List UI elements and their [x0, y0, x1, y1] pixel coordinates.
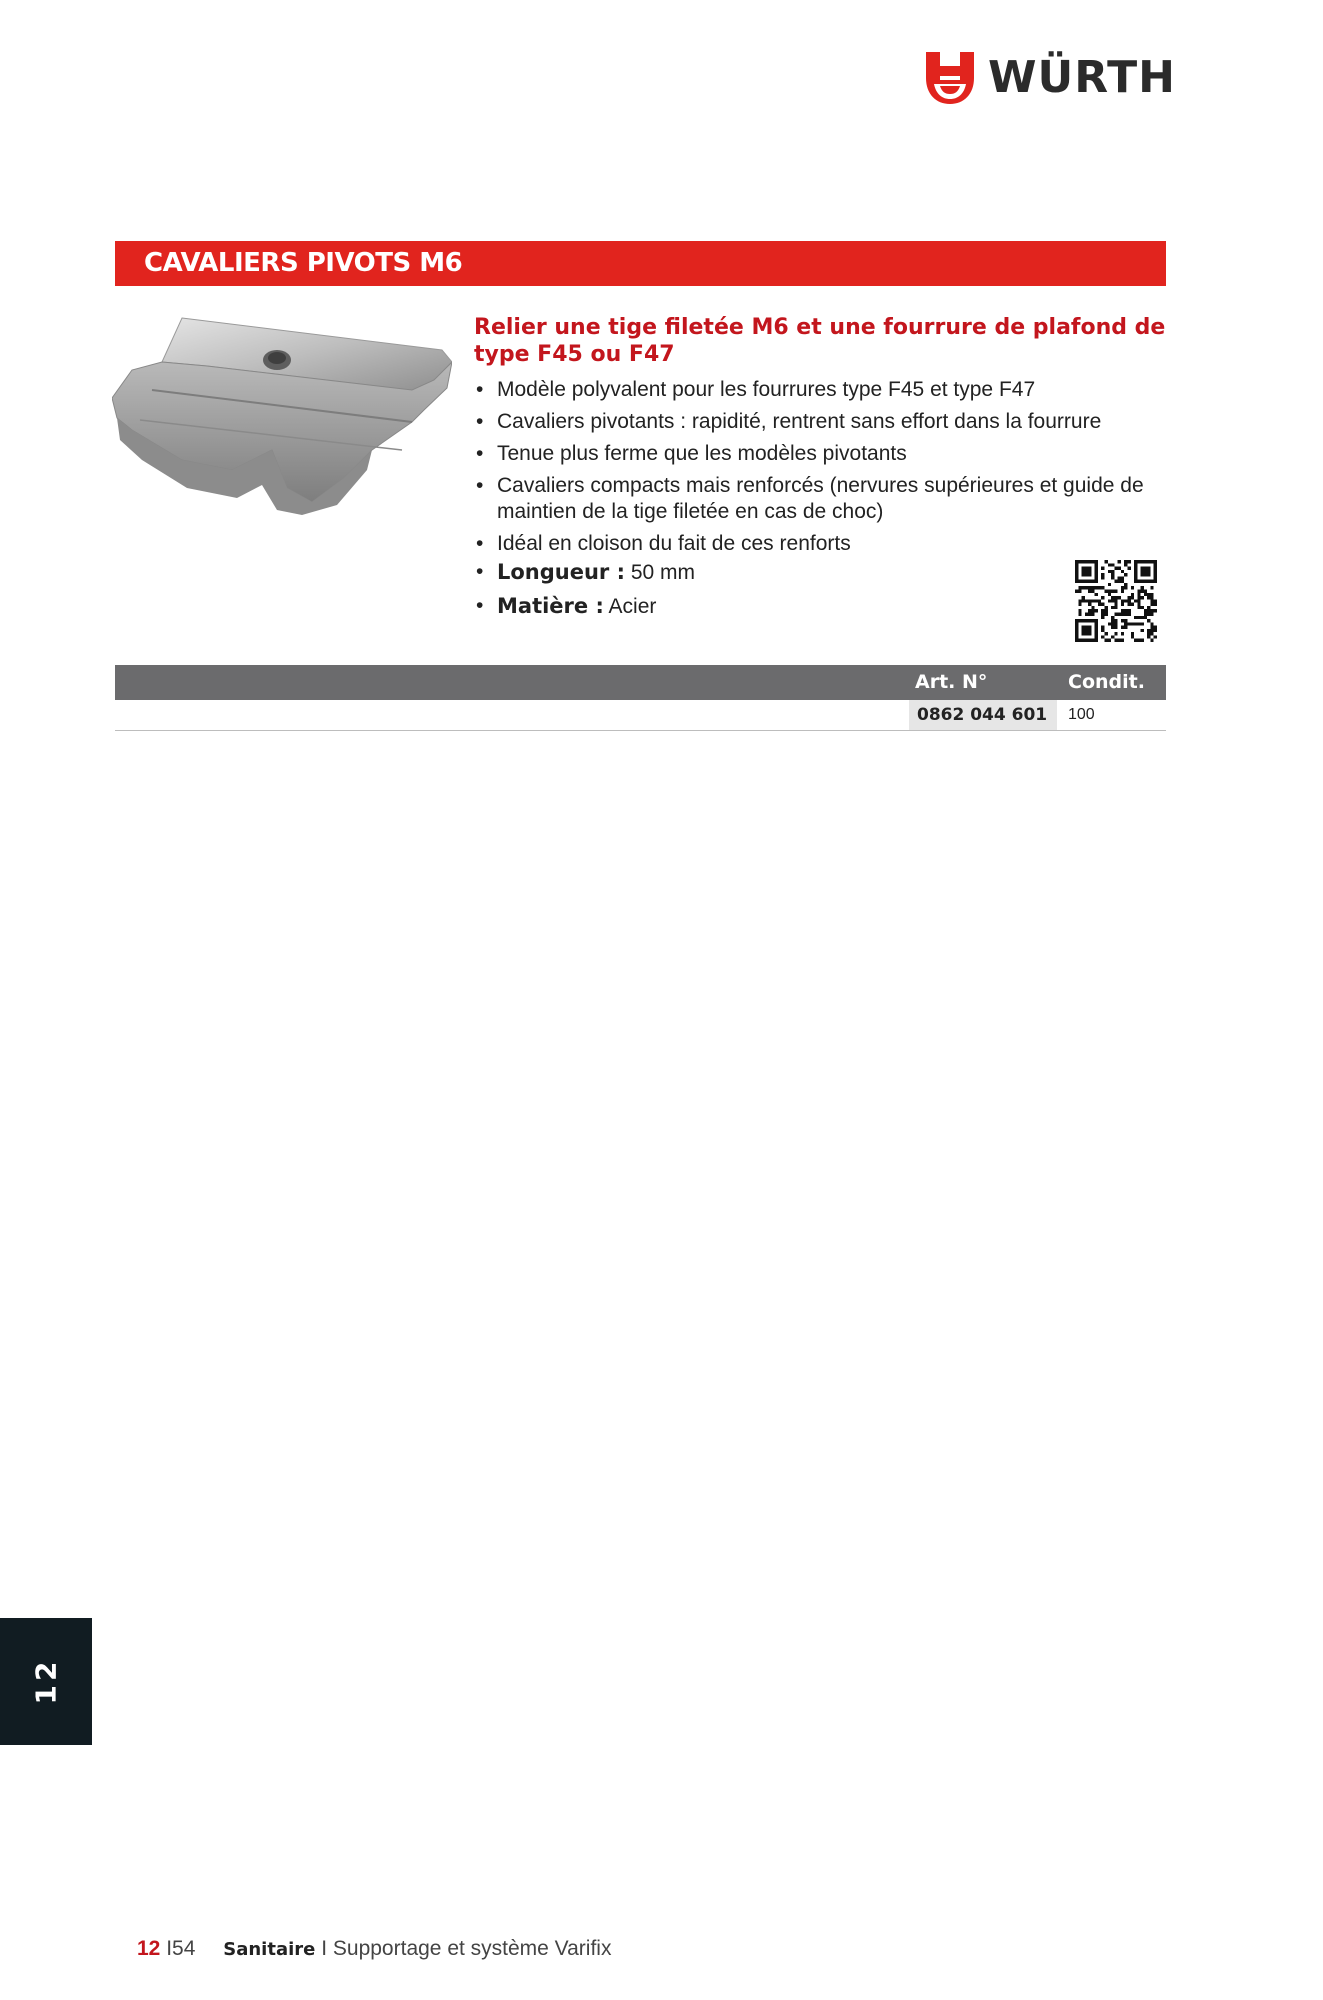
- footer-separator: I: [166, 1937, 173, 1960]
- list-item: [474, 409, 1154, 435]
- spec-label: Matière :: [497, 594, 604, 618]
- table-row: [115, 700, 1166, 731]
- product-title-bar: [115, 241, 1166, 286]
- article-number[interactable]: 0862 044 601: [909, 700, 1057, 730]
- spec-length: [474, 559, 1154, 586]
- list-item: [474, 441, 1154, 467]
- spec-value: Acier: [603, 595, 657, 618]
- bullet-icon: •: [476, 560, 484, 583]
- list-item: [474, 473, 1154, 525]
- page-footer: [137, 1934, 611, 1965]
- spec-value: 50 mm: [625, 561, 696, 584]
- feature-text: Cavaliers compacts mais renforcés (nervures supérieures et guide de maintien de la tige filetée en cas de choc): [497, 474, 1144, 523]
- bullet-icon: •: [476, 378, 484, 401]
- list-item: [474, 531, 1154, 557]
- packaging-quantity: 100: [1068, 706, 1095, 723]
- bullet-icon: •: [476, 532, 484, 555]
- bullet-icon: •: [476, 594, 484, 617]
- spec-material: [474, 593, 1154, 620]
- feature-text: Idéal en cloison du fait de ces renforts: [497, 532, 851, 555]
- brand-name: WÜRTH: [988, 52, 1177, 103]
- list-item: [474, 377, 1154, 403]
- bullet-icon: •: [476, 442, 484, 465]
- chapter-number: 12: [29, 1657, 63, 1705]
- section-name: Sanitaire: [223, 1939, 316, 1960]
- product-title: CAVALIERS PIVOTS M6: [144, 248, 463, 278]
- bullet-icon: •: [476, 474, 484, 497]
- feature-text: Tenue plus ferme que les modèles pivotants: [497, 442, 907, 465]
- metal-clip-image: [112, 310, 452, 520]
- brand-logo: [926, 52, 1176, 104]
- product-subtitle: Relier une tige filetée M6 et une fourrure de plafond de type F45 ou F47: [474, 315, 1166, 367]
- page-number: 12: [137, 1937, 161, 1960]
- bullet-icon: •: [476, 410, 484, 433]
- footer-separator: I: [321, 1937, 328, 1960]
- qr-code-icon[interactable]: [1075, 560, 1157, 642]
- table-header: [115, 665, 1166, 700]
- feature-text: Modèle polyvalent pour les fourrures type F45 et type F47: [497, 378, 1036, 401]
- page-total: 54: [172, 1937, 196, 1960]
- column-header-cond: Condit.: [1068, 671, 1145, 693]
- column-header-art: Art. N°: [915, 671, 988, 693]
- chapter-tab: [0, 1618, 92, 1745]
- feature-list: [474, 377, 1154, 627]
- subsection-name: Supportage et système Varifix: [332, 1937, 612, 1960]
- spec-label: Longueur :: [497, 560, 625, 584]
- feature-text: Cavaliers pivotants : rapidité, rentrent sans effort dans la fourrure: [497, 410, 1102, 433]
- wurth-logo-icon: [926, 52, 974, 104]
